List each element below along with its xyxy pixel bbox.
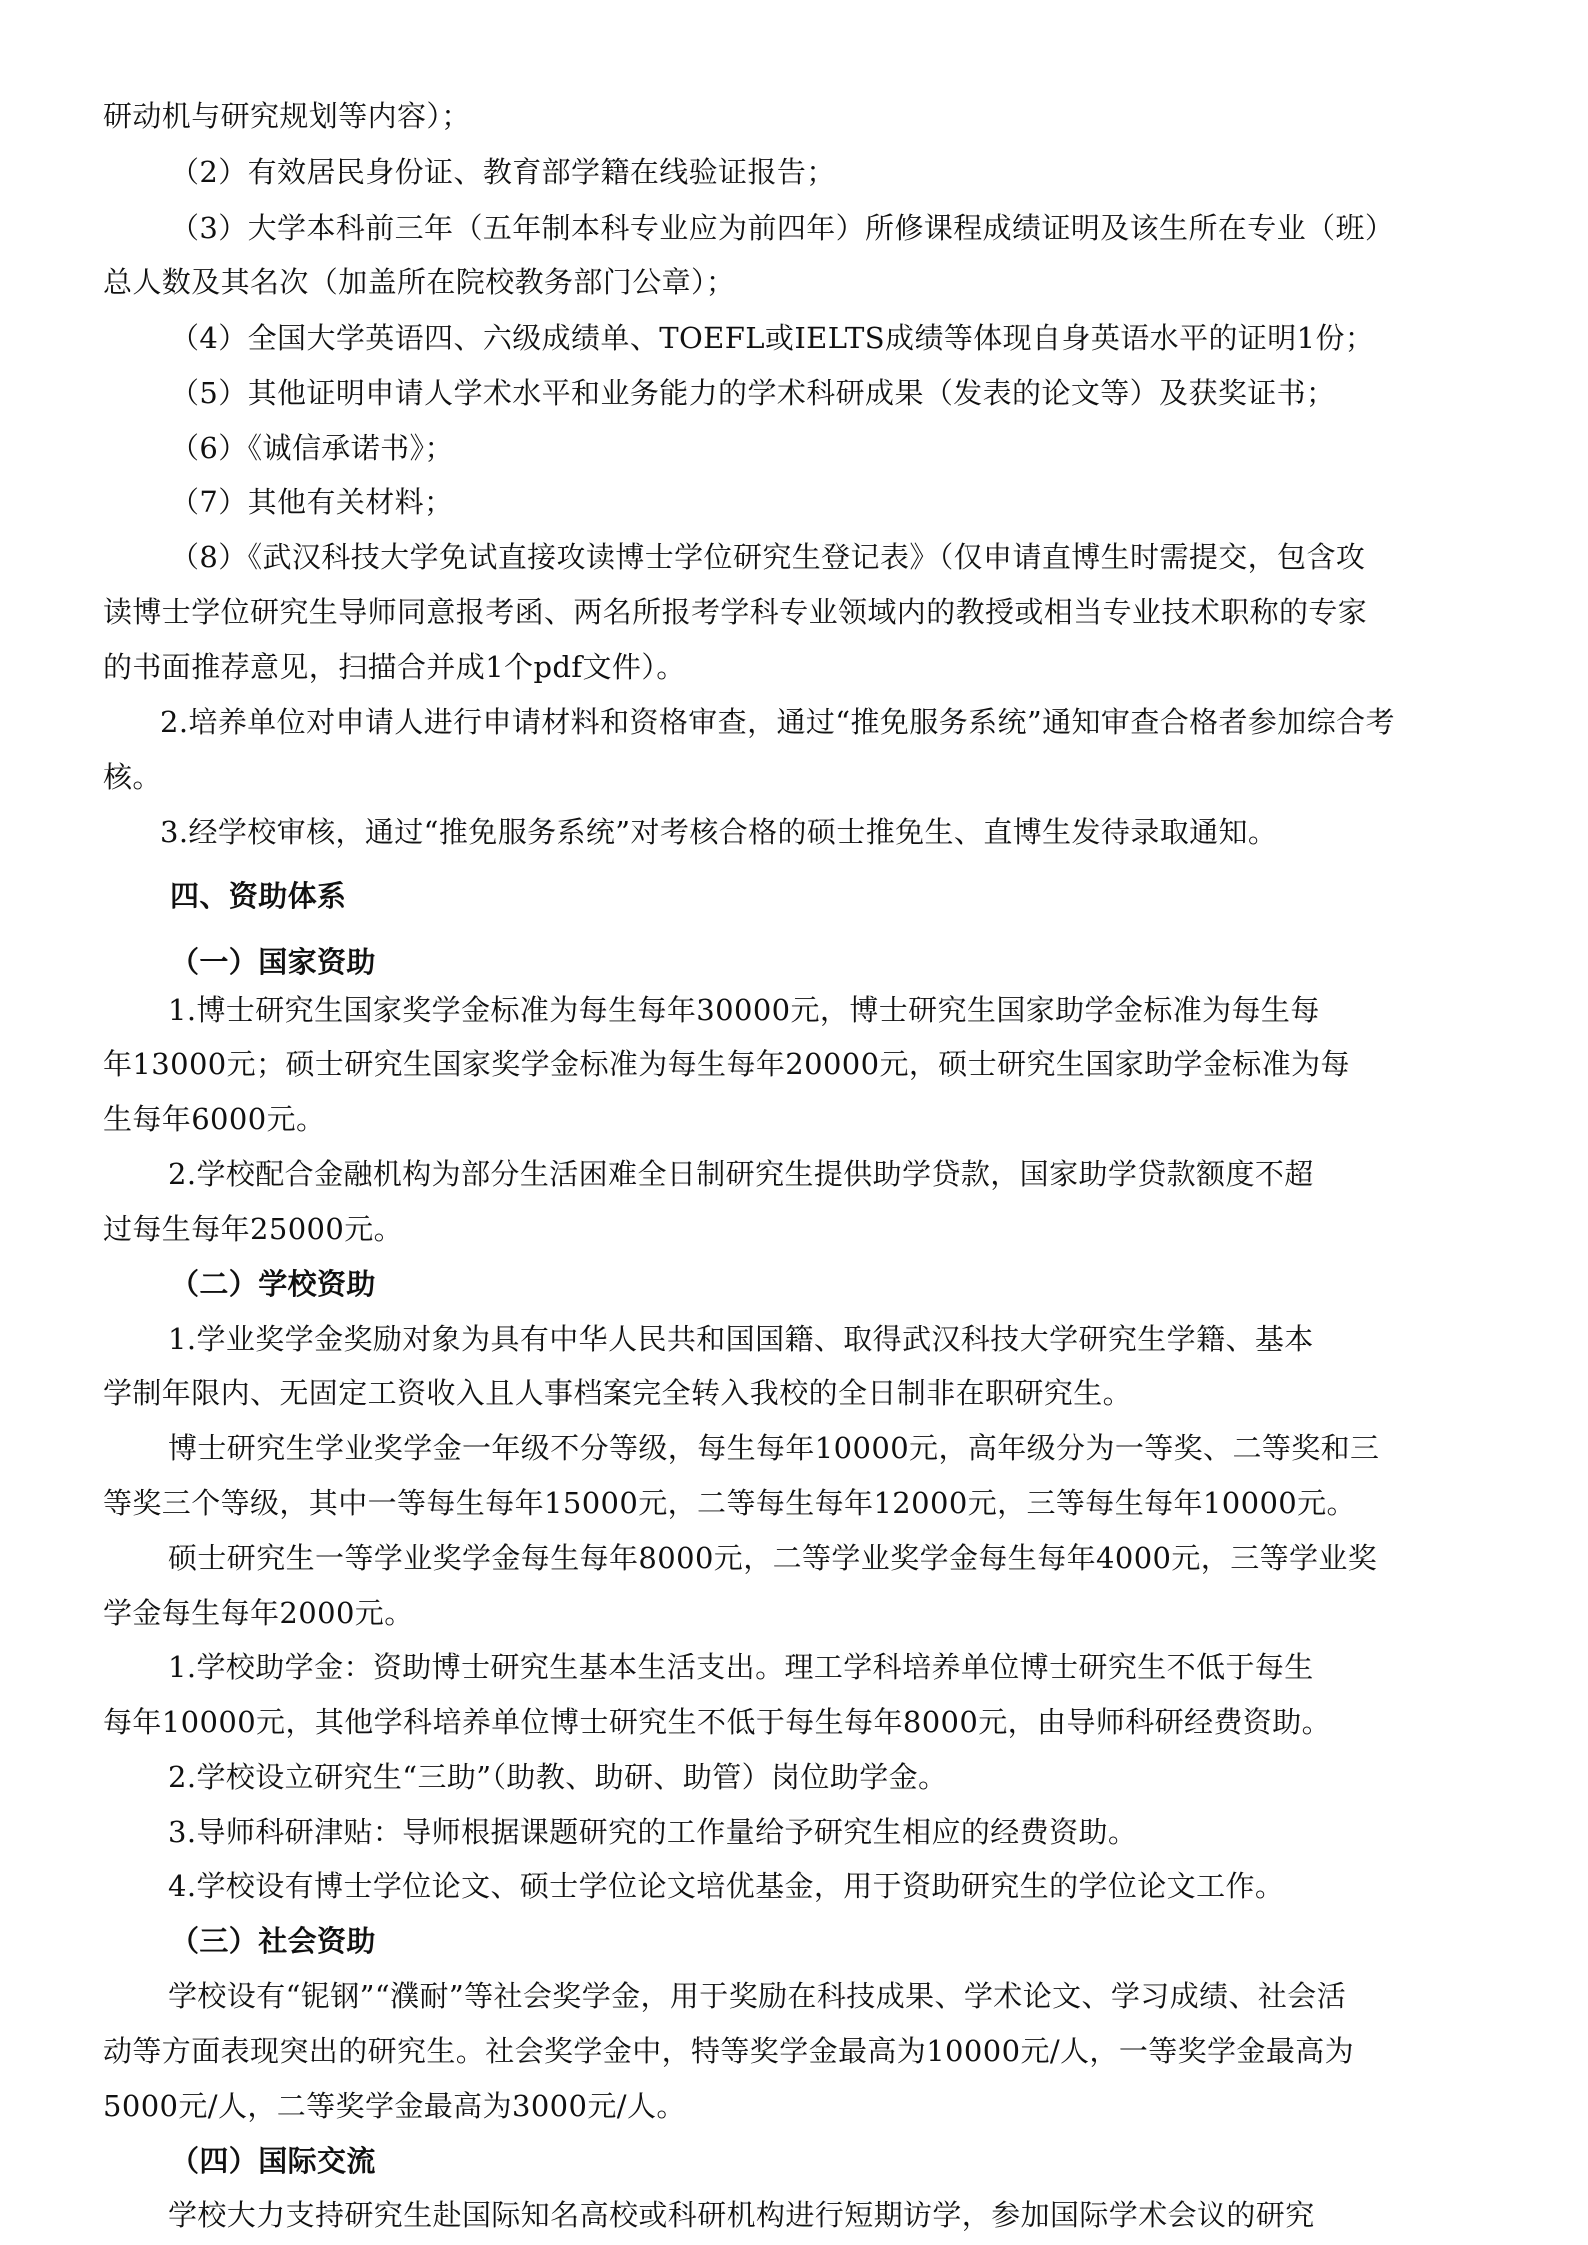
subsection-heading-school: （二）学校资助 xyxy=(170,1267,376,1301)
national-p1-line1: 1.博士研究生国家奖学金标准为每生每年30000元，博士研究生国家助学金标准为每生每 xyxy=(168,993,1320,1027)
continuation-line: 研动机与研究规划等内容）； xyxy=(103,99,471,133)
social-p1-line2: 动等方面表现突出的研究生。社会奖学金中，特等奖学金最高为10000元/人，一等奖学金最高为 xyxy=(103,2034,1355,2068)
material-item-8-cont2: 的书面推荐意见，扫描合并成1个pdf文件）。 xyxy=(103,650,686,684)
school-p1-line2: 学制年限内、无固定工资收入且人事档案完全转入我校的全日制非在职研究生。 xyxy=(103,1376,1133,1410)
material-item-8: （8）《武汉科技大学免试直接攻读博士学位研究生登记表》（仅申请直博生时需提交，包含攻 xyxy=(170,540,1366,574)
section-heading: 四、资助体系 xyxy=(170,879,347,913)
material-item-3-cont: 总人数及其名次（加盖所在院校教务部门公章）； xyxy=(103,265,736,299)
school-p3-line1: 硕士研究生一等学业奖学金每生每年8000元，二等学业奖学金每生每年4000元，三等学业奖 xyxy=(168,1541,1378,1575)
school-p7: 4.学校设有博士学位论文、硕士学位论文培优基金，用于资助研究生的学位论文工作。 xyxy=(168,1869,1285,1903)
material-item-6: （6）《诚信承诺书》； xyxy=(170,431,454,465)
school-p4-line1: 1.学校助学金：资助博士研究生基本生活支出。理工学科培养单位博士研究生不低于每生 xyxy=(168,1650,1314,1684)
school-p2-line1: 博士研究生学业奖学金一年级不分等级，每生每年10000元，高年级分为一等奖、二等奖和三 xyxy=(168,1431,1380,1465)
subsection-heading-social: （三）社会资助 xyxy=(170,1924,376,1958)
national-p1-line2: 年13000元；硕士研究生国家奖学金标准为每生每年20000元，硕士研究生国家助学金标准为每 xyxy=(103,1047,1350,1081)
school-p1-line1: 1.学业奖学金奖励对象为具有中华人民共和国国籍、取得武汉科技大学研究生学籍、基本 xyxy=(168,1322,1314,1356)
school-p2-line2: 等奖三个等级，其中一等每生每年15000元，二等每生每年12000元，三等每生每年10000元。 xyxy=(103,1486,1356,1520)
material-item-7: （7）其他有关材料； xyxy=(170,485,454,519)
material-item-5: （5）其他证明申请人学术水平和业务能力的学术科研成果（发表的论文等）及获奖证书； xyxy=(170,376,1336,410)
national-p2-line1: 2.学校配合金融机构为部分生活困难全日制研究生提供助学贷款，国家助学贷款额度不超 xyxy=(168,1157,1314,1191)
school-p5: 2.学校设立研究生“三助”（助教、助研、助管）岗位助学金。 xyxy=(168,1760,948,1794)
national-p2-line2: 过每生每年25000元。 xyxy=(103,1212,404,1246)
material-item-2: （2）有效居民身份证、教育部学籍在线验证报告； xyxy=(170,155,836,189)
international-p1-line1: 学校大力支持研究生赴国际知名高校或科研机构进行短期访学，参加国际学术会议的研究 xyxy=(168,2198,1315,2232)
school-p6: 3.导师科研津贴：导师根据课题研究的工作量给予研究生相应的经费资助。 xyxy=(168,1815,1138,1849)
social-p1-line3: 5000元/人，二等奖学金最高为3000元/人。 xyxy=(103,2089,686,2123)
subsection-heading-international: （四）国际交流 xyxy=(170,2144,376,2178)
school-p3-line2: 学金每生每年2000元。 xyxy=(103,1596,414,1630)
step-3-line: 3.经学校审核，通过“推免服务系统”对考核合格的硕士推免生、直博生发待录取通知。 xyxy=(160,815,1278,849)
step-2-line: 2.培养单位对申请人进行申请材料和资格审查，通过“推免服务系统”通知审查合格者参加综合考 xyxy=(160,705,1395,739)
material-item-3: （3）大学本科前三年（五年制本科专业应为前四年）所修课程成绩证明及该生所在专业（班） xyxy=(170,211,1395,245)
national-p1-line3: 生每年6000元。 xyxy=(103,1102,326,1136)
school-p4-line2: 每年10000元，其他学科培养单位博士研究生不低于每生每年8000元，由导师科研经费资助。 xyxy=(103,1705,1332,1739)
subsection-heading-national: （一）国家资助 xyxy=(170,945,376,979)
material-item-4: （4）全国大学英语四、六级成绩单、TOEFL或IELTS成绩等体现自身英语水平的证明1份； xyxy=(170,321,1375,355)
material-item-8-cont1: 读博士学位研究生导师同意报考函、两名所报考学科专业领域内的教授或相当专业技术职称的专家 xyxy=(103,595,1368,629)
step-2-cont: 核。 xyxy=(103,760,162,794)
social-p1-line1: 学校设有“铌钢”“濮耐”等社会奖学金，用于奖励在科技成果、学术论文、学习成绩、社会活 xyxy=(168,1979,1347,2013)
